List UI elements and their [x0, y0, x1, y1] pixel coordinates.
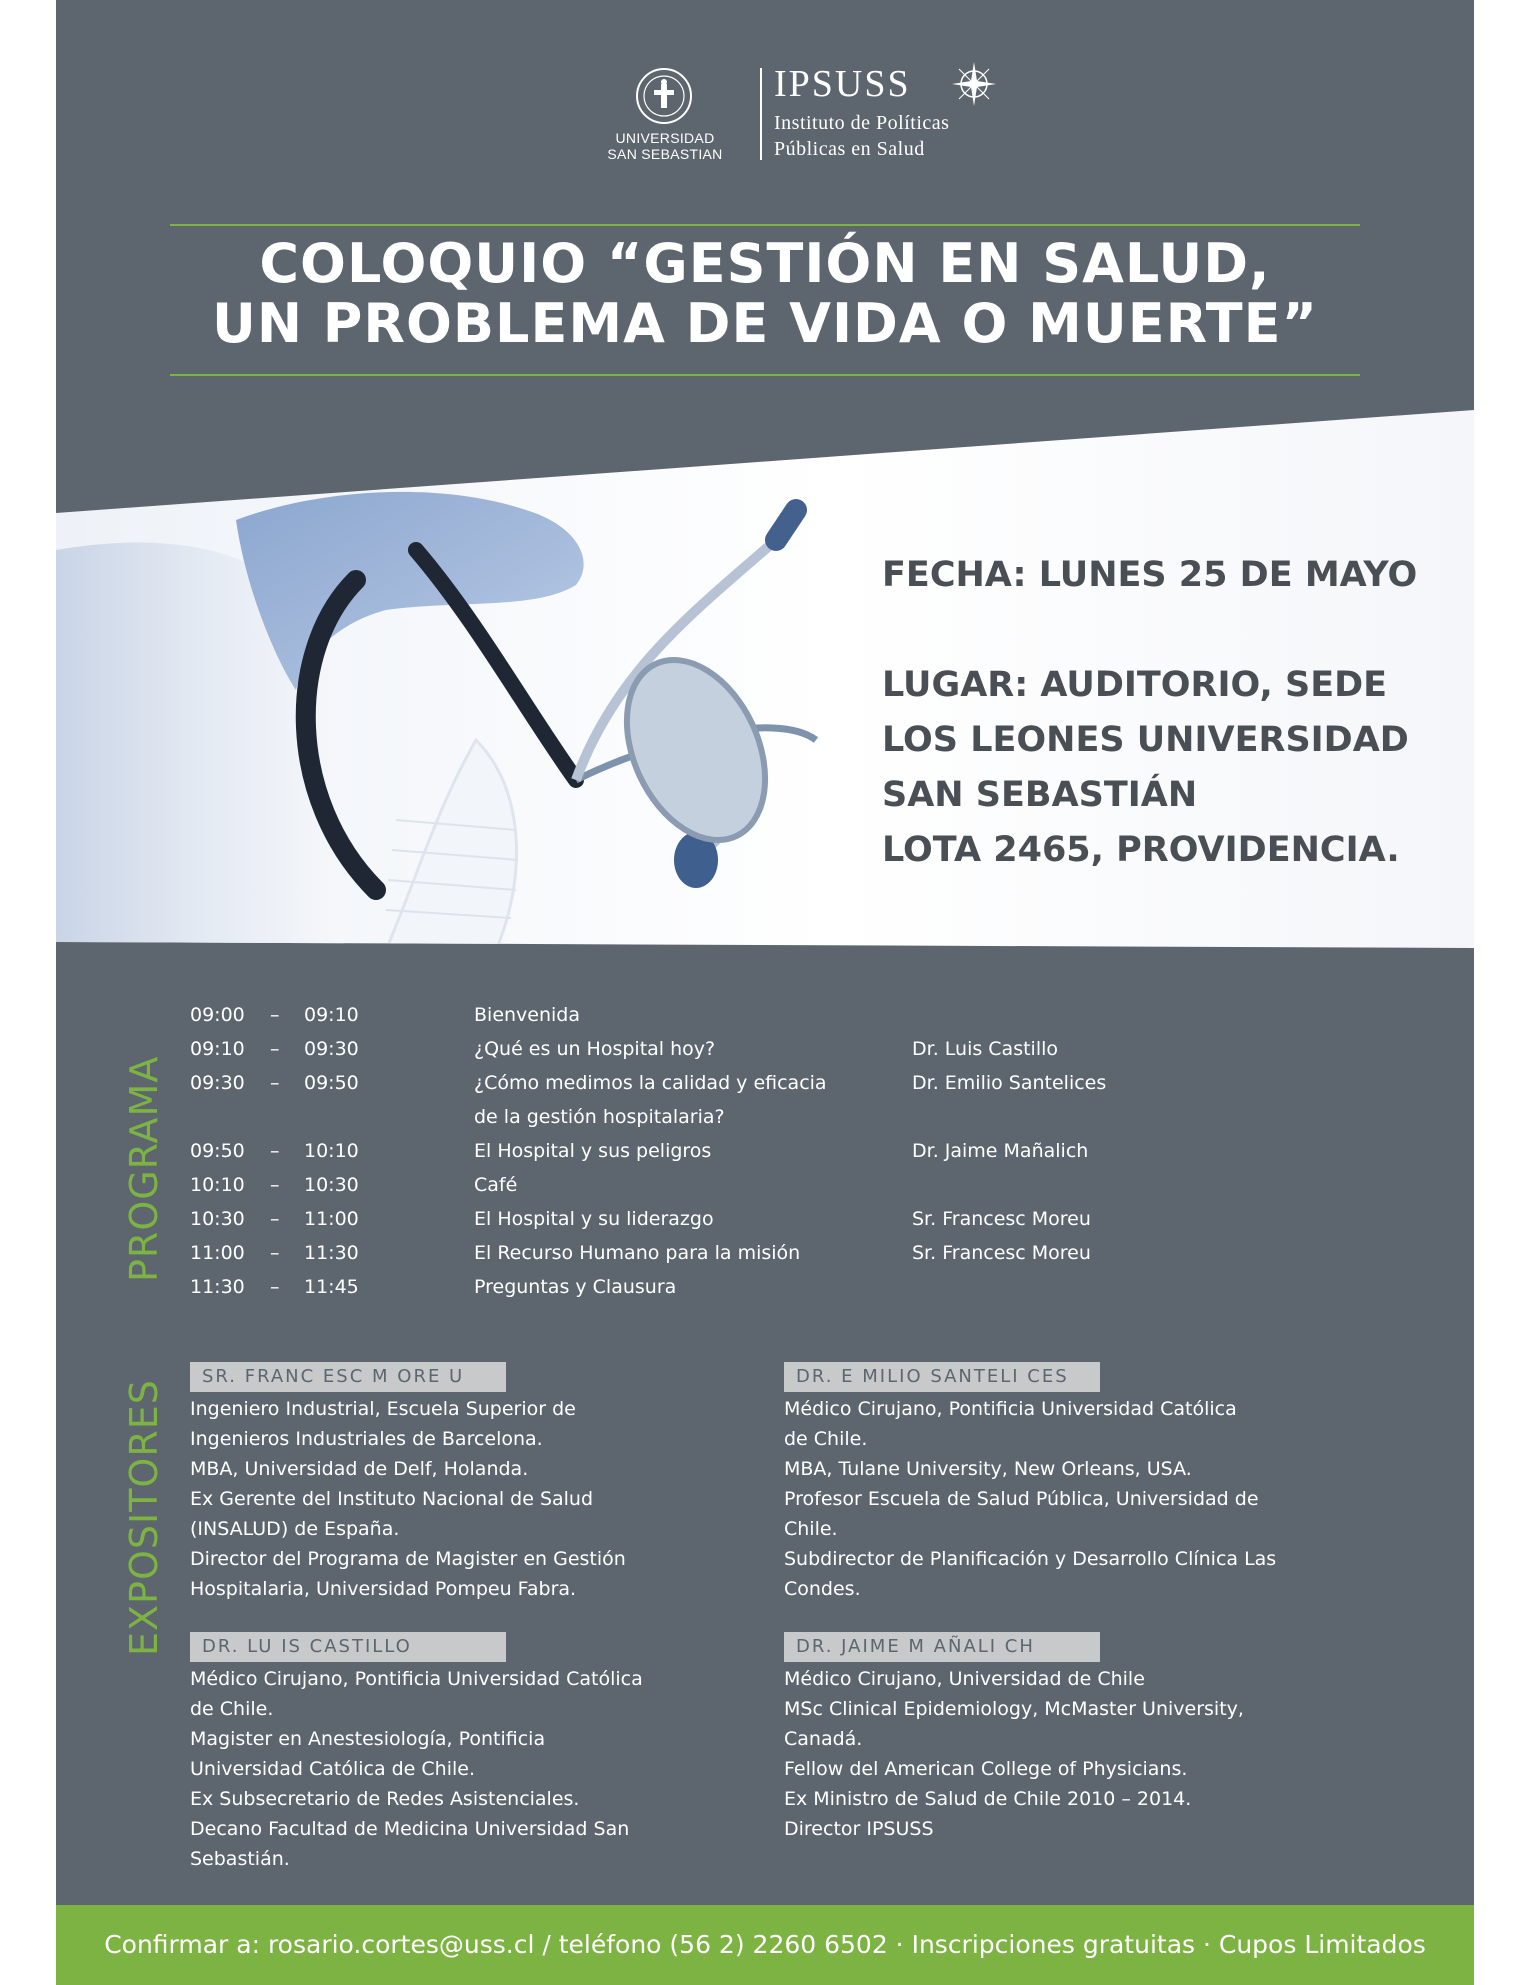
university-name	[580, 130, 750, 162]
time-dash: –	[270, 1174, 280, 1196]
bio-line: Fellow del American College of Physicians.	[784, 1758, 1188, 1780]
session-topic: Bienvenida	[474, 1004, 581, 1026]
session-speaker: Sr. Francesc Moreu	[912, 1242, 1091, 1264]
university-name-line2: SAN SEBASTIAN	[607, 146, 723, 162]
time-dash: –	[270, 1208, 280, 1230]
institute-acronym: IPSUSS	[774, 63, 911, 105]
bio-line: de Chile.	[784, 1428, 868, 1450]
poster	[56, 0, 1474, 1985]
time-dash: –	[270, 1072, 280, 1094]
time-dash: –	[270, 1004, 280, 1026]
session-topic: ¿Qué es un Hospital hoy?	[474, 1038, 716, 1060]
speaker-name-tag: DR. JAIME M AÑALI CH	[784, 1632, 1100, 1662]
speaker-bio-moreu	[190, 1362, 730, 1604]
bio-line: (INSALUD) de España.	[190, 1518, 400, 1540]
bio-line: Canadá.	[784, 1728, 863, 1750]
end-time: 11:00	[304, 1208, 359, 1230]
end-time: 09:30	[304, 1038, 359, 1060]
bio-line: Sebastián.	[190, 1848, 290, 1870]
title-top-rule	[170, 224, 1360, 226]
title-bottom-rule	[170, 374, 1360, 376]
session-speaker: Dr. Emilio Santelices	[912, 1072, 1107, 1094]
session-topic: ¿Cómo medimos la calidad y eficacia	[474, 1072, 827, 1094]
bio-line: Universidad Católica de Chile.	[190, 1758, 476, 1780]
logo-divider	[760, 68, 762, 160]
end-time: 11:30	[304, 1242, 359, 1264]
session-topic: Café	[474, 1174, 518, 1196]
title-line1: COLOQUIO “GESTIÓN EN SALUD,	[259, 232, 1271, 295]
event-info	[882, 548, 1442, 878]
time-dash: –	[270, 1140, 280, 1162]
institute-name-line1: Instituto de Políticas	[774, 112, 950, 134]
bio-line: Hospitalaria, Universidad Pompeu Fabra.	[190, 1578, 577, 1600]
session-speaker: Dr. Luis Castillo	[912, 1038, 1059, 1060]
bio-line: Profesor Escuela de Salud Pública, Universidad de	[784, 1488, 1259, 1510]
end-time: 09:50	[304, 1072, 359, 1094]
session-speaker: Sr. Francesc Moreu	[912, 1208, 1091, 1230]
speaker-name-tag: DR. E MILIO SANTELI CES	[784, 1362, 1100, 1392]
speaker-name-tag: DR. LU IS CASTILLO	[190, 1632, 506, 1662]
session-topic: El Hospital y su liderazgo	[474, 1208, 714, 1230]
end-time: 10:30	[304, 1174, 359, 1196]
bio-line: Condes.	[784, 1578, 861, 1600]
event-location-line1: LUGAR: AUDITORIO, SEDE	[882, 665, 1388, 705]
bio-line: Ex Subsecretario de Redes Asistenciales.	[190, 1788, 580, 1810]
bio-line: Director IPSUSS	[784, 1818, 934, 1840]
end-time: 11:45	[304, 1276, 359, 1298]
bio-line: Chile.	[784, 1518, 838, 1540]
session-topic: El Hospital y sus peligros	[474, 1140, 712, 1162]
bio-line: Ex Ministro de Salud de Chile 2010 – 2014.	[784, 1788, 1192, 1810]
session-topic-continued: de la gestión hospitalaria?	[474, 1106, 725, 1128]
speaker-bio-castillo	[190, 1632, 730, 1874]
bio-line: Ingeniero Industrial, Escuela Superior de	[190, 1398, 576, 1420]
event-location-line3: SAN SEBASTIÁN	[882, 775, 1198, 815]
bio-line: Subdirector de Planificación y Desarrollo Clínica Las	[784, 1548, 1277, 1570]
university-name-line1: UNIVERSIDAD	[615, 130, 715, 146]
page-title	[112, 234, 1418, 354]
session-speaker: Dr. Jaime Mañalich	[912, 1140, 1089, 1162]
speaker-bio-santelices	[784, 1362, 1404, 1604]
start-time: 09:30	[190, 1072, 245, 1094]
bio-line: Ex Gerente del Instituto Nacional de Salud	[190, 1488, 594, 1510]
event-date: FECHA: LUNES 25 DE MAYO	[882, 555, 1418, 595]
title-line2: UN PROBLEMA DE VIDA O MUERTE”	[211, 292, 1319, 355]
bio-line: Magister en Anestesiología, Pontificia	[190, 1728, 546, 1750]
end-time: 10:10	[304, 1140, 359, 1162]
bio-line: MSc Clinical Epidemiology, McMaster University,	[784, 1698, 1244, 1720]
bio-line: Médico Cirujano, Pontificia Universidad Católica	[784, 1398, 1237, 1420]
end-time: 09:10	[304, 1004, 359, 1026]
compass-rose-icon	[950, 60, 998, 108]
time-dash: –	[270, 1038, 280, 1060]
session-topic: Preguntas y Clausura	[474, 1276, 677, 1298]
bio-line: de Chile.	[190, 1698, 274, 1720]
university-seal-icon	[636, 68, 692, 124]
bio-line: Médico Cirujano, Universidad de Chile	[784, 1668, 1145, 1690]
bio-line: Médico Cirujano, Pontificia Universidad Católica	[190, 1668, 643, 1690]
institute-name-line2: Públicas en Salud	[774, 138, 925, 160]
speaker-name-tag: SR. FRANC ESC M ORE U	[190, 1362, 506, 1392]
start-time: 11:30	[190, 1276, 245, 1298]
bio-line: Decano Facultad de Medicina Universidad San	[190, 1818, 630, 1840]
bio-line: Director del Programa de Magister en Gestión	[190, 1548, 626, 1570]
bio-line: MBA, Universidad de Delf, Holanda.	[190, 1458, 529, 1480]
start-time: 11:00	[190, 1242, 245, 1264]
start-time: 10:10	[190, 1174, 245, 1196]
bio-line: Ingenieros Industriales de Barcelona.	[190, 1428, 543, 1450]
bio-line: MBA, Tulane University, New Orleans, USA.	[784, 1458, 1192, 1480]
event-location-line4: LOTA 2465, PROVIDENCIA.	[882, 830, 1400, 870]
start-time: 09:50	[190, 1140, 245, 1162]
start-time: 10:30	[190, 1208, 245, 1230]
programa-label: PROGRAMA	[122, 1055, 166, 1282]
session-topic: El Recurso Humano para la misión	[474, 1242, 801, 1264]
expositores-label: EXPOSITORES	[122, 1379, 166, 1656]
event-location-line2: LOS LEONES UNIVERSIDAD	[882, 720, 1409, 760]
time-dash: –	[270, 1276, 280, 1298]
time-dash: –	[270, 1242, 280, 1264]
start-time: 09:00	[190, 1004, 245, 1026]
header-logos	[580, 58, 1030, 168]
footer-contact-bar: Confirmar a: rosario.cortes@uss.cl / teléfono (56 2) 2260 6502 · Inscripciones gratuitas · Cupos Limitados	[56, 1905, 1474, 1985]
institute-full-name	[774, 110, 949, 162]
speaker-bio-manalich	[784, 1632, 1404, 1844]
start-time: 09:10	[190, 1038, 245, 1060]
